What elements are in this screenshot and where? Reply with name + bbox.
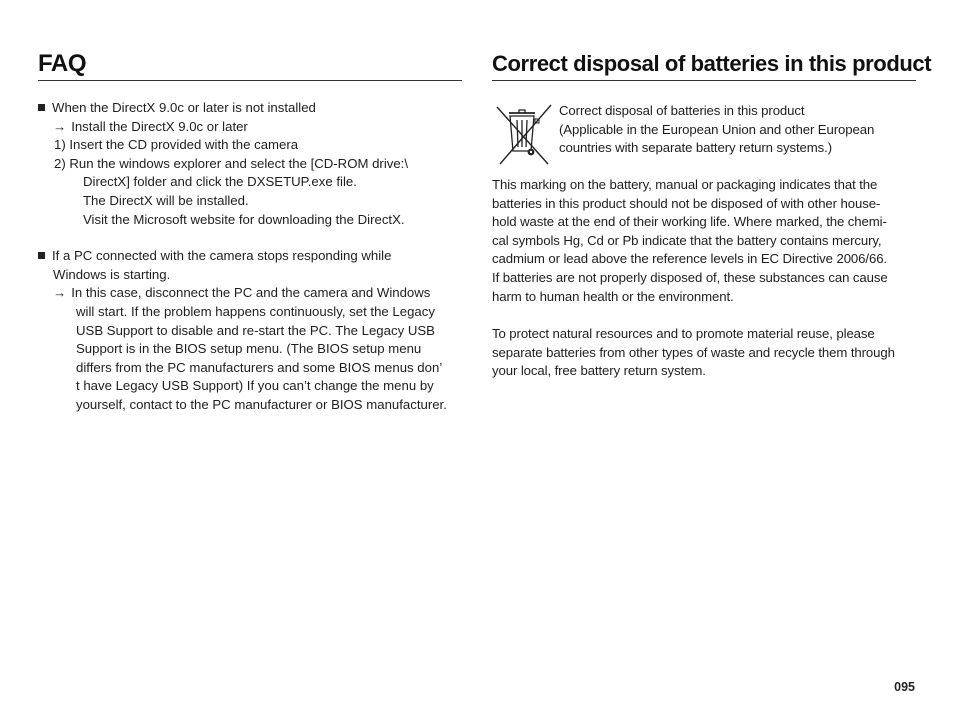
faq-item-question xyxy=(38,247,447,266)
square-bullet-icon xyxy=(38,252,45,259)
paragraph-line: To protect natural resources and to promote material reuse, please xyxy=(492,326,875,342)
step-1: 1) Insert the CD provided with the camera xyxy=(54,137,299,153)
answer-line: t have Legacy USB Support) If you can’t change the menu by xyxy=(76,378,434,394)
faq-body xyxy=(38,99,447,415)
battery-disposal-body xyxy=(492,102,916,381)
answer-line xyxy=(38,118,447,137)
battery-disposal-section xyxy=(492,50,932,379)
square-bullet-icon xyxy=(38,104,45,111)
step-2-continued: Visit the Microsoft website for downloading the DirectX. xyxy=(83,211,405,227)
intro-line: countries with separate battery return systems.) xyxy=(559,140,832,156)
question-text: When the DirectX 9.0c or later is not installed xyxy=(52,100,316,115)
faq-item-question xyxy=(38,99,447,118)
battery-intro xyxy=(492,102,916,168)
question-text: If a PC connected with the camera stops responding while xyxy=(52,248,392,264)
answer-line: differs from the PC manufacturers and some BIOS menus don’ xyxy=(76,359,443,375)
battery-intro-text xyxy=(559,102,874,158)
page-number: 095 xyxy=(894,680,915,694)
paragraph-line: your local, free battery return system. xyxy=(492,363,706,379)
faq-section xyxy=(38,50,462,412)
answer-line: Support is in the BIOS setup menu. (The BIOS setup menu xyxy=(76,341,422,357)
answer-text: Install the DirectX 9.0c or later xyxy=(71,118,248,134)
battery-paragraph-2 xyxy=(492,325,916,381)
answer-line: USB Support to disable and re-start the PC. The Legacy USB xyxy=(76,322,435,338)
paragraph-line: separate batteries from other types of waste and recycle them through xyxy=(492,344,895,360)
battery-paragraph-1 xyxy=(492,176,916,306)
question-text-continued: Windows is starting. xyxy=(53,266,171,282)
intro-line: (Applicable in the European Union and other European xyxy=(559,121,875,137)
arrow-icon: → xyxy=(53,285,67,301)
crossed-out-wheelie-bin-icon xyxy=(494,103,554,167)
step-2: 2) Run the windows explorer and select the [CD-ROM drive:\ xyxy=(54,155,409,171)
faq-item-pc-freeze xyxy=(38,247,447,414)
answer-line: yourself, contact to the PC manufacturer or BIOS manufacturer. xyxy=(76,396,447,412)
answer-line xyxy=(38,284,447,303)
intro-line: Correct disposal of batteries in this product xyxy=(559,103,805,118)
paragraph-line: hold waste at the end of their working life. Where marked, the chemi- xyxy=(492,214,887,230)
paragraph-line: cadmium or lead above the reference levels in EC Directive 2006/66. xyxy=(492,251,887,267)
paragraph-line: If batteries are not properly disposed of, these substances can cause xyxy=(492,269,888,285)
battery-disposal-heading: Correct disposal of batteries in this product xyxy=(492,50,916,81)
faq-item-directx xyxy=(38,99,447,229)
answer-line: will start. If the problem happens continuously, set the Legacy xyxy=(76,303,435,319)
step-2-continued: DirectX] folder and click the DXSETUP.exe file. xyxy=(83,174,357,190)
step-2-continued: The DirectX will be installed. xyxy=(83,192,249,208)
paragraph-line: batteries in this product should not be disposed of with other house- xyxy=(492,195,881,211)
faq-heading: FAQ xyxy=(38,50,462,81)
paragraph-line: This marking on the battery, manual or packaging indicates that the xyxy=(492,177,878,192)
arrow-icon: → xyxy=(53,118,67,134)
answer-text: In this case, disconnect the PC and the camera and Windows xyxy=(71,285,431,301)
paragraph-line: harm to human health or the environment. xyxy=(492,288,734,304)
paragraph-line: cal symbols Hg, Cd or Pb indicate that the battery contains mercury, xyxy=(492,232,882,248)
